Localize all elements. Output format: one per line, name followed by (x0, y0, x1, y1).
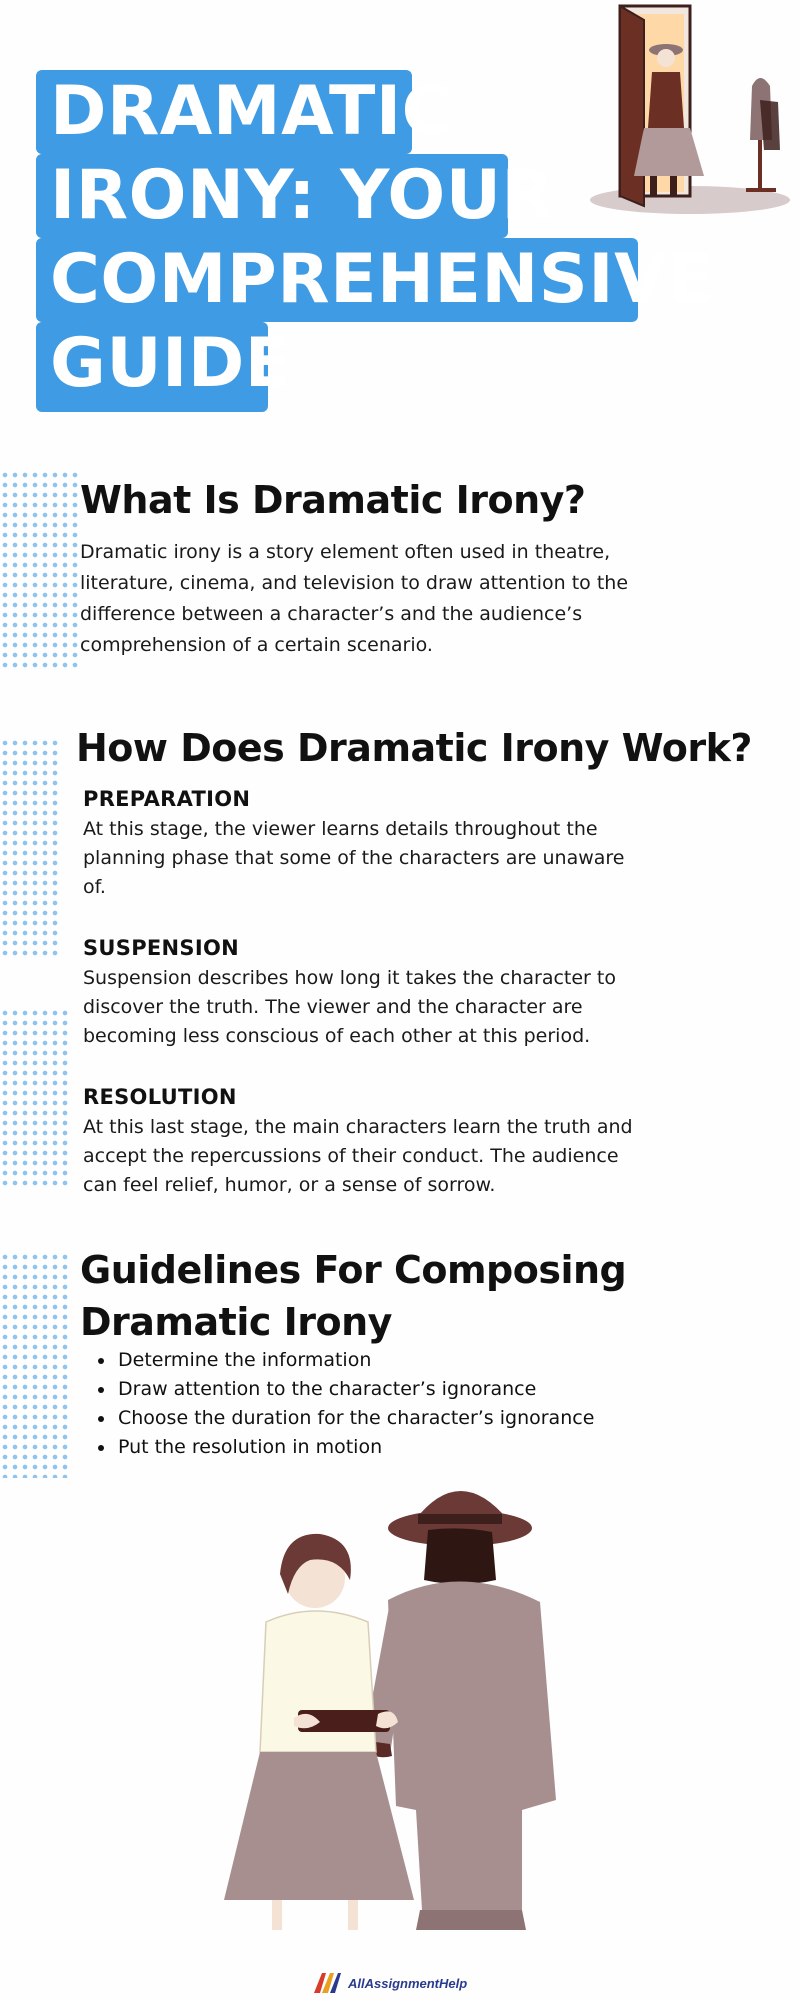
title-line-2: IRONY: YOUR (36, 154, 508, 238)
section-heading-how: How Does Dramatic Irony Work? (76, 726, 752, 770)
title-line-1: DRAMATIC (36, 70, 412, 154)
brand-logo-icon (312, 1971, 342, 1995)
stage-title-resolution: RESOLUTION (83, 1085, 237, 1109)
section-heading-what: What Is Dramatic Irony? (80, 478, 586, 522)
dot-pattern (0, 1008, 70, 1188)
dot-pattern (0, 470, 78, 670)
guidelines-list (82, 1346, 594, 1462)
list-item: • Draw attention to the character’s ignorance (116, 1375, 594, 1404)
stage-text-suspension: Suspension describes how long it takes the character to discover the truth. The viewer and the character are becoming less conscious of each other at this period. (83, 967, 616, 1047)
title-line-4: GUIDE (36, 322, 268, 412)
footer-brand (312, 1970, 467, 1996)
list-item: • Determine the information (116, 1346, 594, 1375)
stage-text-resolution: At this last stage, the main characters learn the truth and accept the repercussions of their conduct. The audience can feel relief, humor, or a sense of sorrow. (83, 1116, 633, 1196)
dot-pattern (0, 738, 62, 956)
stage-text-preparation: At this stage, the viewer learns details throughout the planning phase that some of the characters are unaware of. (83, 818, 625, 898)
section-heading-guidelines: Guidelines For Composing Dramatic Irony (80, 1248, 627, 1344)
list-item: • Choose the duration for the character’s ignorance (116, 1404, 594, 1433)
stage-title-preparation: PREPARATION (83, 787, 251, 811)
what-paragraph: Dramatic irony is a story element often used in theatre, literature, cinema, and television to draw attention to the difference between a character’s and the audience’s comprehension of a certain scenario. (80, 541, 629, 656)
title-line-3: COMPREHENSIVE (36, 238, 638, 322)
list-item: • Put the resolution in motion (116, 1433, 594, 1462)
footer-brand-text: AllAssignmentHelp (348, 1975, 468, 1991)
woman-at-door-illustration (580, 0, 800, 220)
stage-title-suspension: SUSPENSION (83, 936, 239, 960)
characters-illustration (210, 1470, 600, 1940)
dot-pattern (0, 1252, 72, 1478)
